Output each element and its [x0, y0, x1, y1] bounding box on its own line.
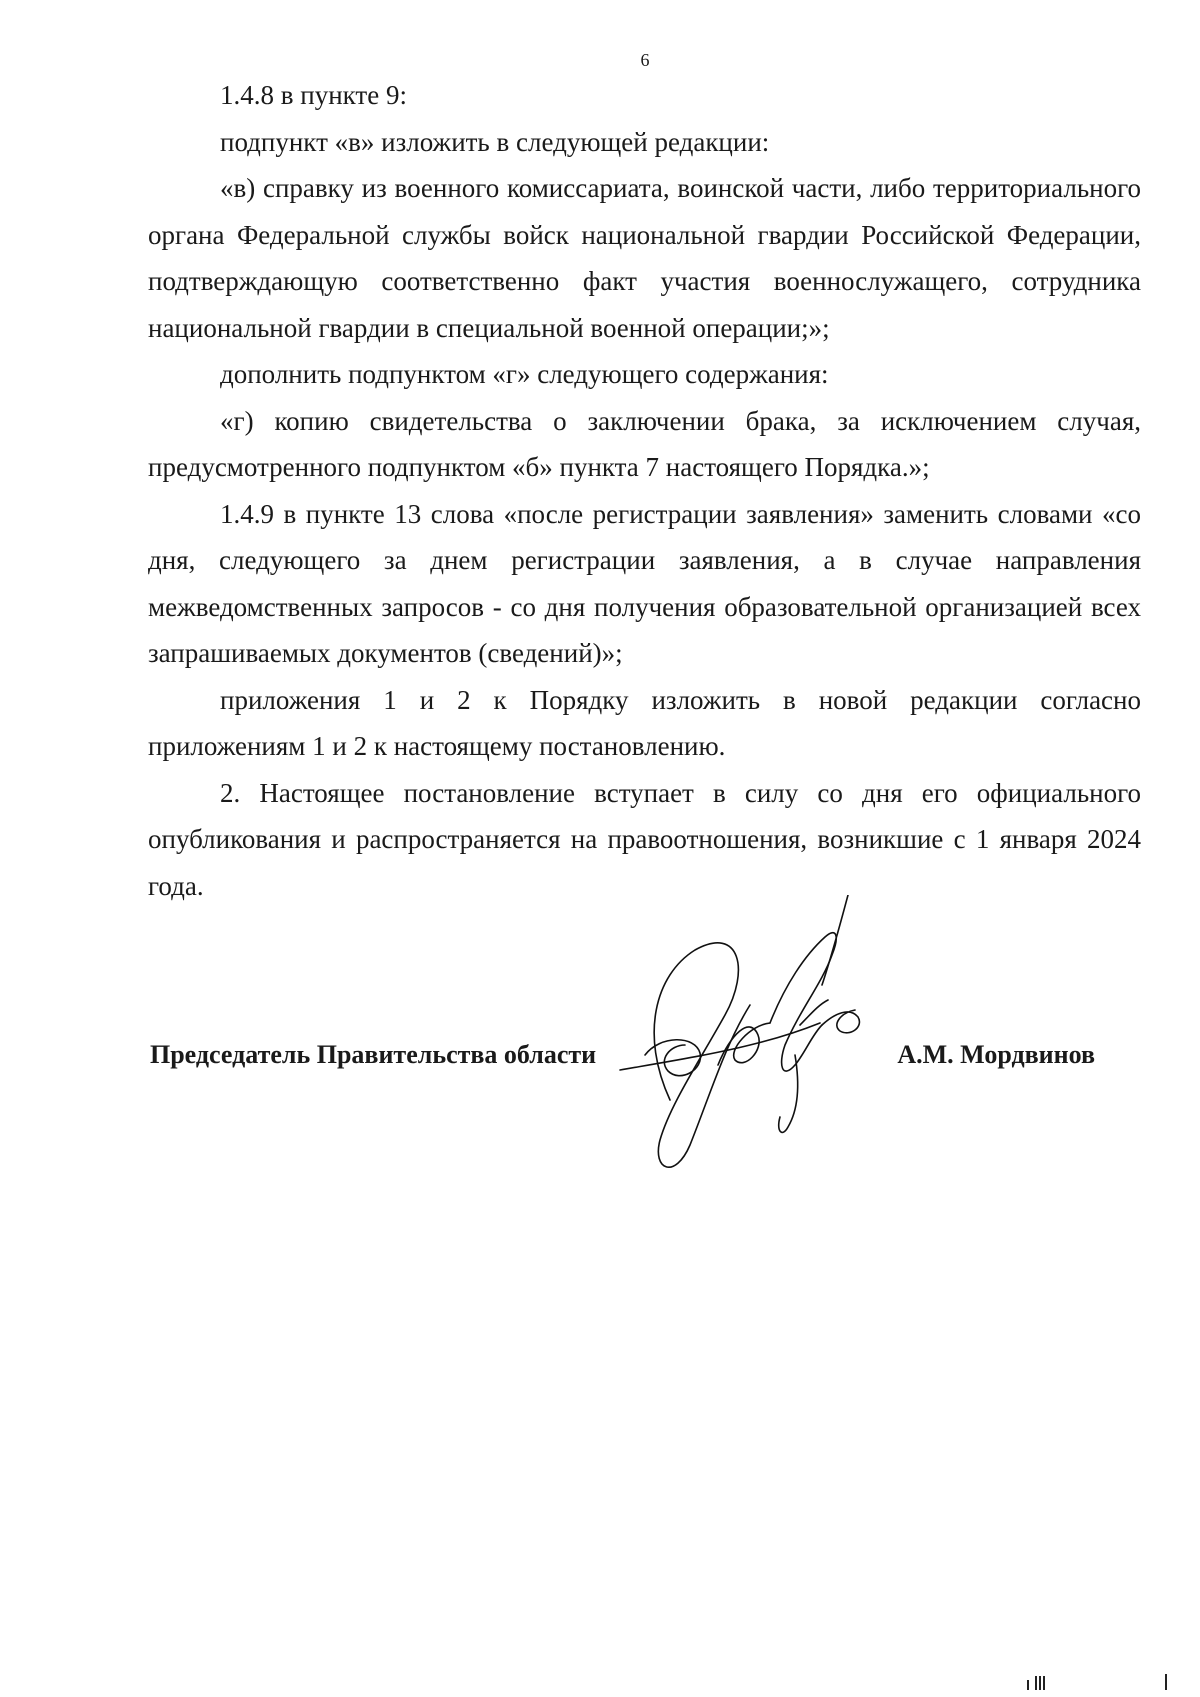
paragraph-subpoint-v-intro: подпункт «в» изложить в следующей редакции: — [220, 126, 770, 157]
handwritten-signature — [600, 895, 900, 1185]
paragraph-subpoint-g-intro: дополнить подпунктом «г» следующего содержания: — [220, 359, 829, 389]
page-number: 6 — [640, 50, 650, 70]
signer-title: Председатель Правительства области — [150, 1040, 597, 1069]
paragraph-item-1-4-8: 1.4.8 в пункте 9: — [220, 80, 407, 110]
paragraph-subpoint-g-text: «г) копию свидетельства о заключении брака, за исключением случая, предусмотренного подпунктом «б» пункта 7 настоящего Порядка.»; — [148, 405, 1141, 482]
signer-name: А.М. Мордвинов — [897, 1040, 1095, 1069]
paragraph-effective-date: 2. Настоящее постановление вступает в силу со дня его официального опубликования и распространяется на правоотношения, возникшие с 1 января 2024 года. — [148, 777, 1141, 901]
document-body — [148, 72, 1141, 909]
paragraph-item-1-4-9: 1.4.9 в пункте 13 слова «после регистрации заявления» заменить словами «со дня, следующего за днем регистрации заявления, а в случае направления межведомственных запросов - со дня получения образовательной организацией всех запрашиваемых документов (сведений)»; — [148, 498, 1141, 668]
paragraph-appendices: приложения 1 и 2 к Порядку изложить в новой редакции согласно приложениям 1 и 2 к настоящему постановлению. — [148, 684, 1141, 761]
scan-edge-marks — [1025, 1672, 1175, 1692]
paragraph-subpoint-v-text: «в) справку из военного комиссариата, воинской части, либо территориального органа Федеральной службы войск национальной гвардии Российской Федерации, подтверждающую соответственно факт участия военнослужащего, сотрудника национальной гвардии в специальной военной операции;»; — [148, 173, 1141, 343]
